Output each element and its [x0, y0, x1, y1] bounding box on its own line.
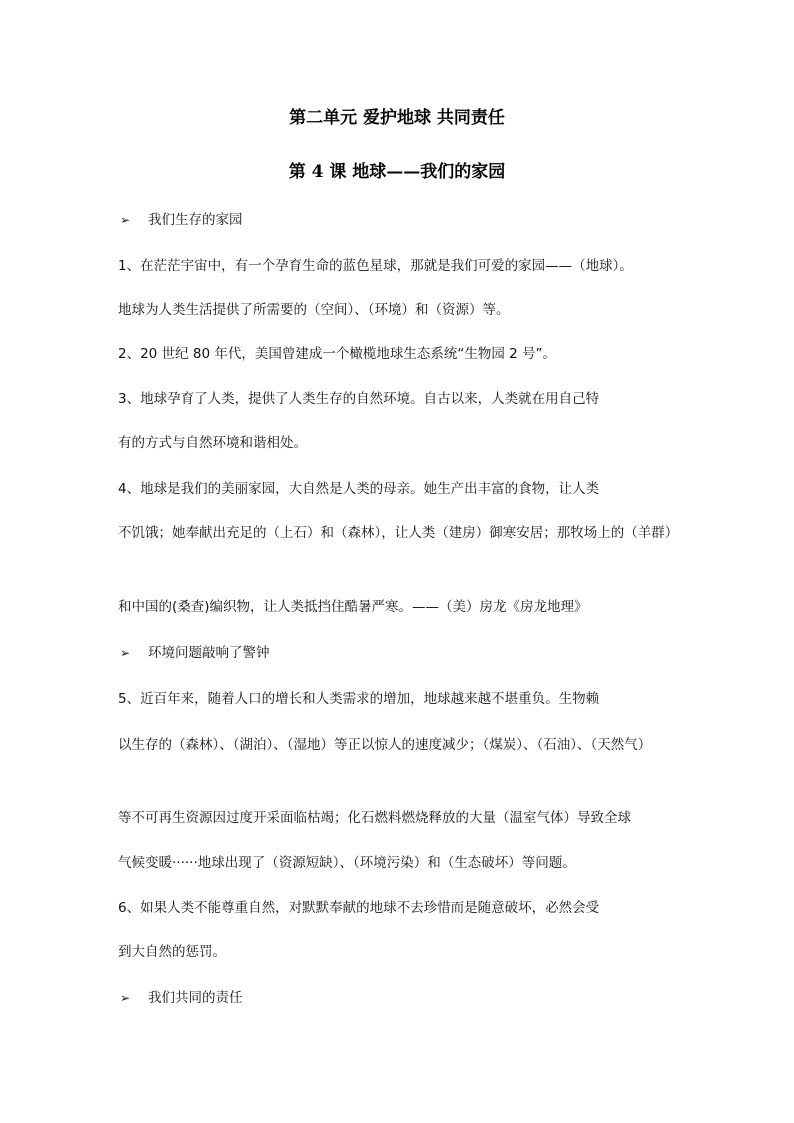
lesson-title: 第 4 课 地球——我们的家园	[288, 162, 506, 182]
section-heading-home	[120, 210, 243, 230]
paragraph-line: 以生存的（森林）、（湖泊）、（湿地）等正以惊人的速度减少；（煤炭）、（石油）、（天然气）	[118, 737, 652, 753]
paragraph-line: 1、在茫茫宇宙中，有一个孕育生命的蓝色星球，那就是我们可爱的家园——（地球）。	[118, 258, 633, 274]
paragraph-line: 地球为人类生活提供了所需要的（空间）、（环境）和（资源）等。	[118, 302, 510, 318]
arrow-bullet-icon: ➢	[120, 213, 131, 227]
unit-title: 第二单元 爱护地球 共同责任	[289, 108, 505, 128]
section-heading-text: 我们生存的家园	[148, 212, 243, 228]
paragraph-line: 6、如果人类不能尊重自然，对默默奉献的地球不去珍惜而是随意破坏，必然会受	[118, 900, 600, 916]
paragraph-line: 不饥饿；她奉献出充足的（上石）和（森林），让人类（建房）御寒安居；那牧场上的（羊群）	[118, 525, 679, 541]
paragraph-line: 5、近百年来，随着人口的增长和人类需求的增加，地球越来越不堪重负。生物赖	[118, 691, 600, 707]
section-heading-text: 环境问题敲响了警钟	[148, 645, 270, 661]
paragraph-line: 等不可再生资源因过度开采面临枯竭；化石燃料燃烧释放的大量（温室气体）导致全球	[118, 810, 631, 826]
paragraph-line: 到大自然的惩罚。	[118, 944, 226, 960]
paragraph-line: 气候变暖······地球出现了（资源短缺）、（环境污染）和（生态破坏）等问题。	[118, 855, 576, 871]
paragraph-line: 有的方式与自然环境和谐相处。	[118, 435, 307, 451]
section-heading-responsibility	[120, 988, 243, 1008]
paragraph-line: 3、地球孕育了人类，提供了人类生存的自然环境。自古以来，人类就在用自己特	[118, 391, 600, 407]
paragraph-line: 4、地球是我们的美丽家园，大自然是人类的母亲。她生产出丰富的食物，让人类	[118, 481, 600, 497]
arrow-bullet-icon: ➢	[120, 646, 131, 660]
paragraph-line: 2、20 世纪 80 年代，美国曾建成一个橄榄地球生态系统“生物园 2 号”。	[118, 346, 556, 362]
section-heading-text: 我们共同的责任	[148, 990, 243, 1006]
arrow-bullet-icon: ➢	[120, 991, 131, 1005]
paragraph-line: 和中国的(桑查)编织物，让人类抵挡住酷暑严寒。——（美）房龙《房龙地理》	[118, 599, 588, 615]
section-heading-warning	[120, 643, 270, 663]
